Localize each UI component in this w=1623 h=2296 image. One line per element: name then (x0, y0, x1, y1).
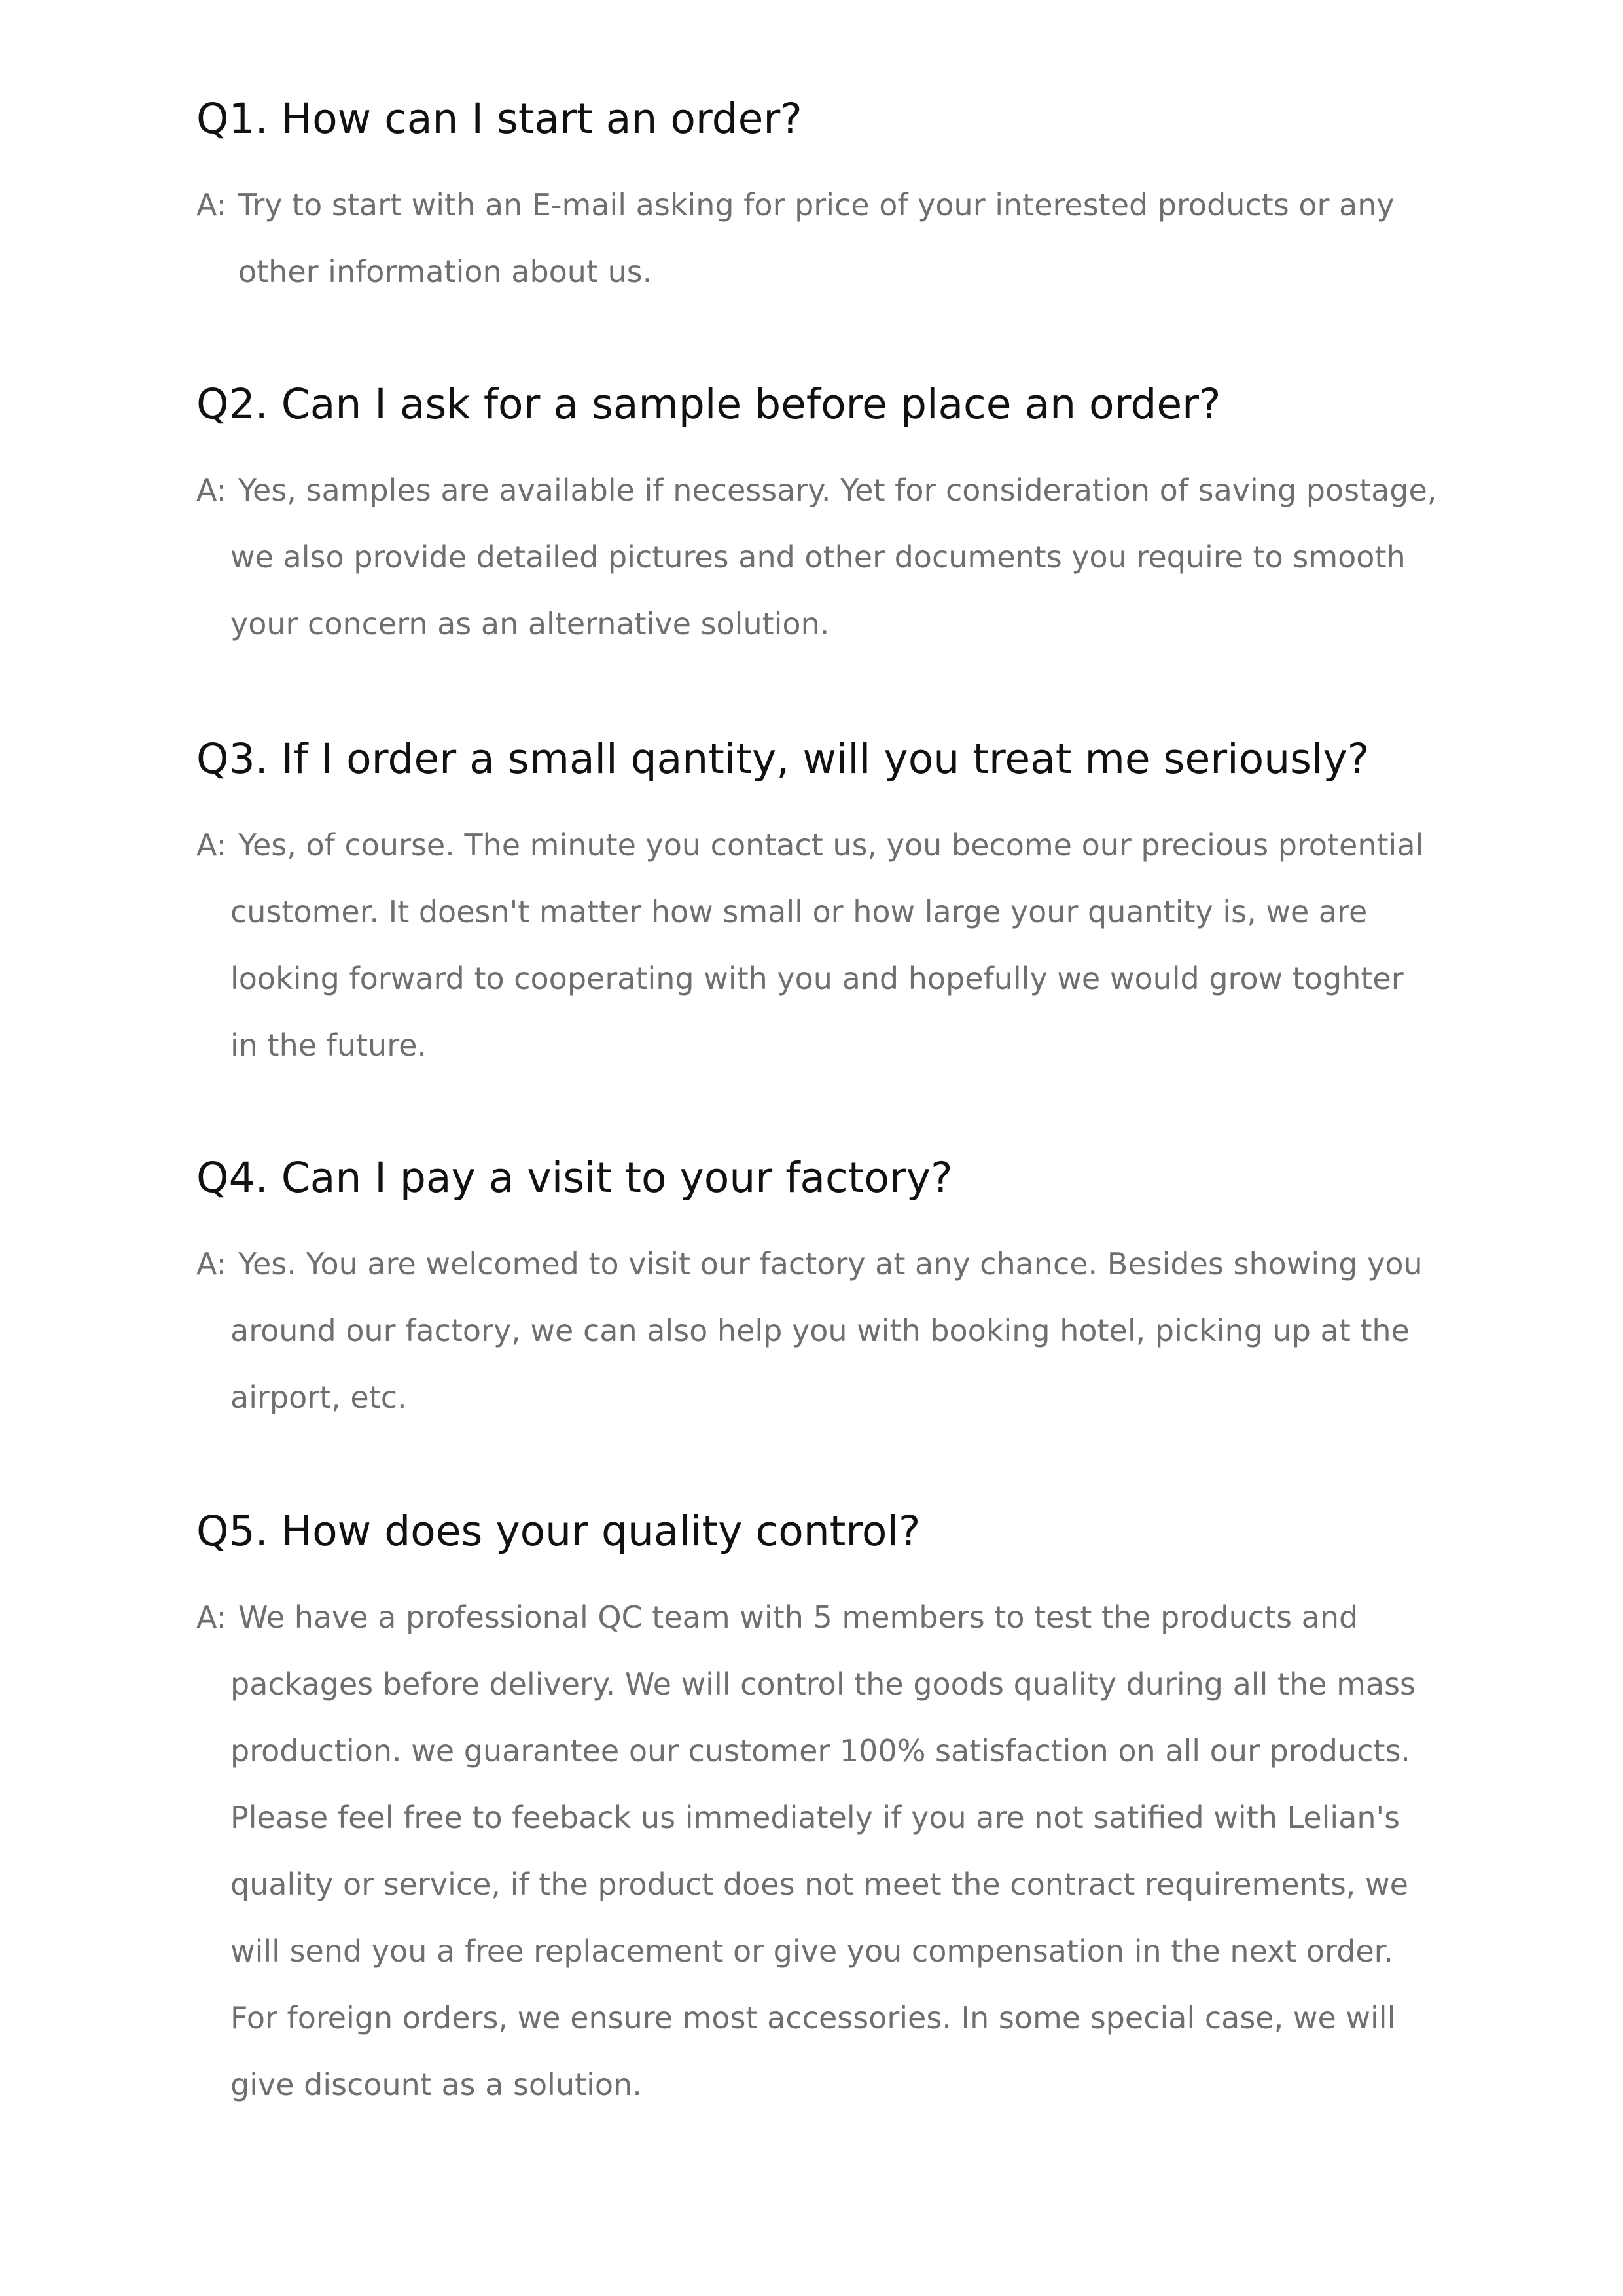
answer-line: For foreign orders, we ensure most accessories. In some special case, we will (230, 2000, 1396, 2036)
answer-prefix: A: (196, 827, 227, 863)
answer-prefix: A: (196, 1246, 227, 1282)
faq-item-1 (196, 93, 1479, 305)
answer-line: we also provide detailed pictures and other documents you require to smooth (230, 539, 1406, 575)
answer-line: customer. It doesn't matter how small or how large your quantity is, we are (230, 894, 1368, 929)
faq-question-3: Q3. If I order a small qantity, will you treat me seriously? (196, 735, 1370, 783)
answer-line: Yes, of course. The minute you contact us, you become our precious protential (238, 827, 1424, 863)
answer-line: production. we guarantee our customer 100% satisfaction on all our products. (230, 1733, 1411, 1768)
answer-line: in the future. (230, 1028, 427, 1063)
faq-answer-2 (196, 457, 1479, 657)
answer-line: other information about us. (238, 254, 652, 289)
answer-line: packages before delivery. We will control the goods quality during all the mass (230, 1666, 1416, 1702)
answer-prefix: A: (196, 187, 227, 223)
answer-line: your concern as an alternative solution. (230, 606, 830, 641)
faq-item-3 (196, 733, 1479, 1079)
faq-item-5 (196, 1505, 1479, 2118)
faq-item-2 (196, 378, 1479, 657)
faq-item-4 (196, 1152, 1479, 1431)
answer-line: will send you a free replacement or give you compensation in the next order. (230, 1933, 1393, 1969)
faq-question-1: Q1. How can I start an order? (196, 95, 802, 143)
answer-line: Yes, samples are available if necessary. Yet for consideration of saving postage, (238, 473, 1437, 508)
answer-line: give discount as a solution. (230, 2067, 642, 2102)
answer-line: airport, etc. (230, 1380, 407, 1415)
answer-line: Try to start with an E-mail asking for price of your interested products or any (238, 187, 1395, 223)
faq-answer-1 (196, 171, 1479, 305)
answer-line: We have a professional QC team with 5 members to test the products and (238, 1600, 1359, 1635)
faq-answer-4 (196, 1230, 1479, 1431)
answer-prefix: A: (196, 473, 227, 508)
answer-line: around our factory, we can also help you with booking hotel, picking up at the (230, 1313, 1410, 1348)
faq-question-4: Q4. Can I pay a visit to your factory? (196, 1154, 953, 1202)
faq-question-2: Q2. Can I ask for a sample before place an order? (196, 380, 1221, 428)
answer-line: Please feel free to feeback us immediately if you are not satified with Lelian's (230, 1800, 1400, 1835)
answer-prefix: A: (196, 1600, 227, 1635)
answer-line: looking forward to cooperating with you and hopefully we would grow toghter (230, 961, 1404, 996)
faq-answer-5 (196, 1584, 1479, 2118)
faq-answer-3 (196, 812, 1479, 1079)
faq-question-5: Q5. How does your quality control? (196, 1507, 921, 1555)
answer-line: quality or service, if the product does not meet the contract requirements, we (230, 1867, 1408, 1902)
answer-line: Yes. You are welcomed to visit our factory at any chance. Besides showing you (238, 1246, 1423, 1282)
